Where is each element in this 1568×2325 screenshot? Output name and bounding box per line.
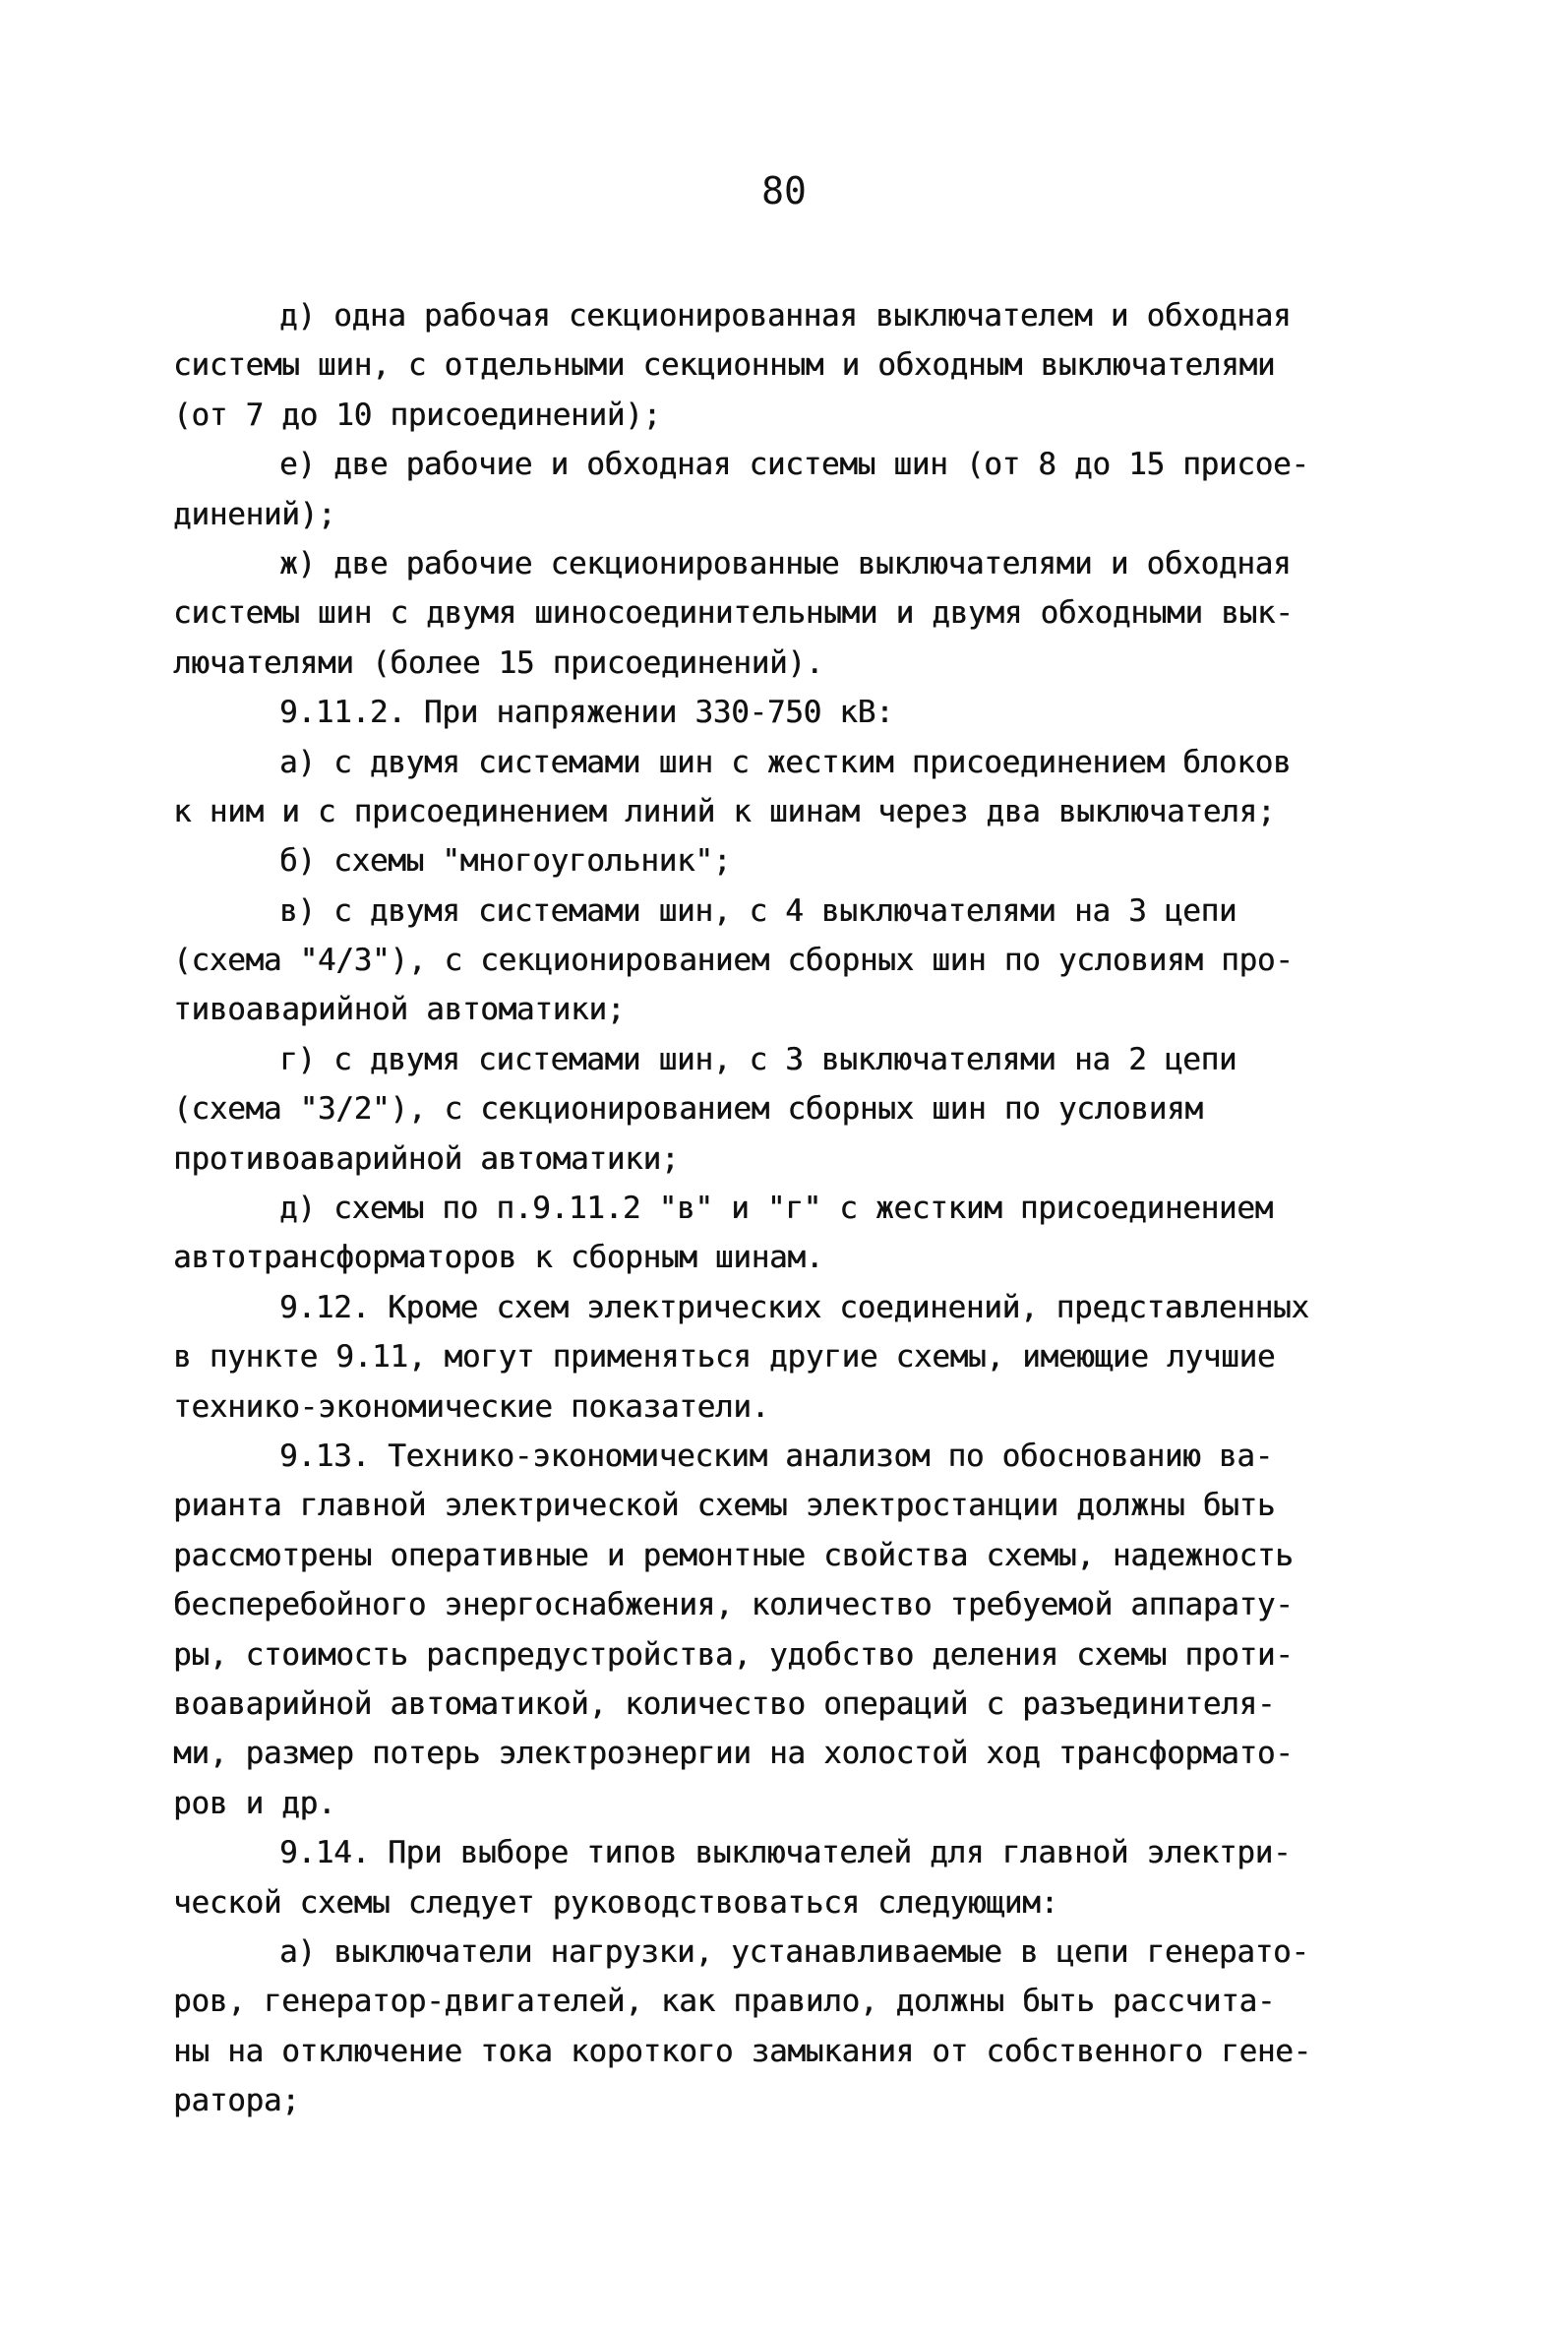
text-line: 9.13. Технико-экономическим анализом по обоснованию ва- [279,1438,1273,1474]
text-line: (схема "4/3"), с секционированием сборных шин по условиям про- [173,943,1294,979]
text-line: е) две рабочие и обходная системы шин (от 8 до 15 присое- [279,447,1309,483]
text-line: а) выключатели нагрузки, устанавливаемые в цепи генерато- [279,1933,1309,1970]
text-line: технико-экономические показатели. [173,1388,769,1425]
text-line: а) с двумя системами шин с жестким присоединением блоков [279,744,1292,780]
text-line: 9.14. При выборе типов выключателей для главной электри- [279,1835,1292,1871]
text-line: тивоаварийной автоматики; [173,992,626,1028]
text-line: противоаварийной автоматики; [173,1140,680,1177]
text-line: г) с двумя системами шин, с 3 выключателями на 2 цепи [279,1041,1237,1077]
text-line: ми, размер потерь электроэнергии на холостой ход трансформато- [173,1736,1294,1772]
text-line: ров и др. [173,1785,336,1821]
text-line: б) схемы "многоугольник"; [279,843,732,880]
text-line: 9.11.2. При напряжении 330-750 кВ: [279,695,894,731]
text-line: ратора; [173,2083,300,2119]
text-line: (схема "3/2"), с секционированием сборных шин по условиям [173,1091,1203,1128]
text-line: к ним и с присоединением линий к шинам через два выключателя; [173,793,1276,829]
text-line: лючателями (более 15 присоединений). [173,644,824,681]
text-line: воаварийной автоматикой, количество операций с разъединителя- [173,1685,1276,1722]
body-text [173,291,1432,2125]
text-line: д) одна рабочая секционированная выключателем и обходная [279,298,1292,334]
text-line: системы шин с двумя шиносоединительными и двумя обходными вык- [173,595,1294,632]
text-line: 9.12. Кроме схем электрических соединений, представленных [279,1289,1309,1325]
text-line: в) с двумя системами шин, с 4 выключателями на 3 цепи [279,892,1237,929]
text-line: бесперебойного энергоснабжения, количество требуемой аппарату- [173,1587,1294,1623]
text-line: ческой схемы следует руководствоваться следующим: [173,1884,1058,1921]
text-line: д) схемы по п.9.11.2 "в" и "г" с жестким присоединением [279,1191,1273,1227]
text-line: рассмотрены оперативные и ремонтные свойства схемы, надежность [173,1537,1294,1573]
text-line: ры, стоимость распредустройства, удобство деления схемы проти- [173,1636,1294,1673]
text-line: ж) две рабочие секционированные выключателями и обходная [279,545,1292,581]
text-line: системы шин, с отдельными секционным и обходным выключателями [173,347,1276,384]
page-number: 80 [761,169,807,213]
text-line: в пункте 9.11, могут применяться другие схемы, имеющие лучшие [173,1339,1276,1376]
text-line: рианта главной электрической схемы электростанции должны быть [173,1488,1276,1524]
text-line: ны на отключение тока короткого замыкания от собственного гене- [173,2033,1311,2069]
text-line: динений); [173,496,336,532]
text-line: ров, генератор-двигателей, как правило, должны быть рассчита- [173,1984,1276,2020]
text-line: (от 7 до 10 присоединений); [173,397,661,433]
text-line: автотрансформаторов к сборным шинам. [173,1240,824,1276]
